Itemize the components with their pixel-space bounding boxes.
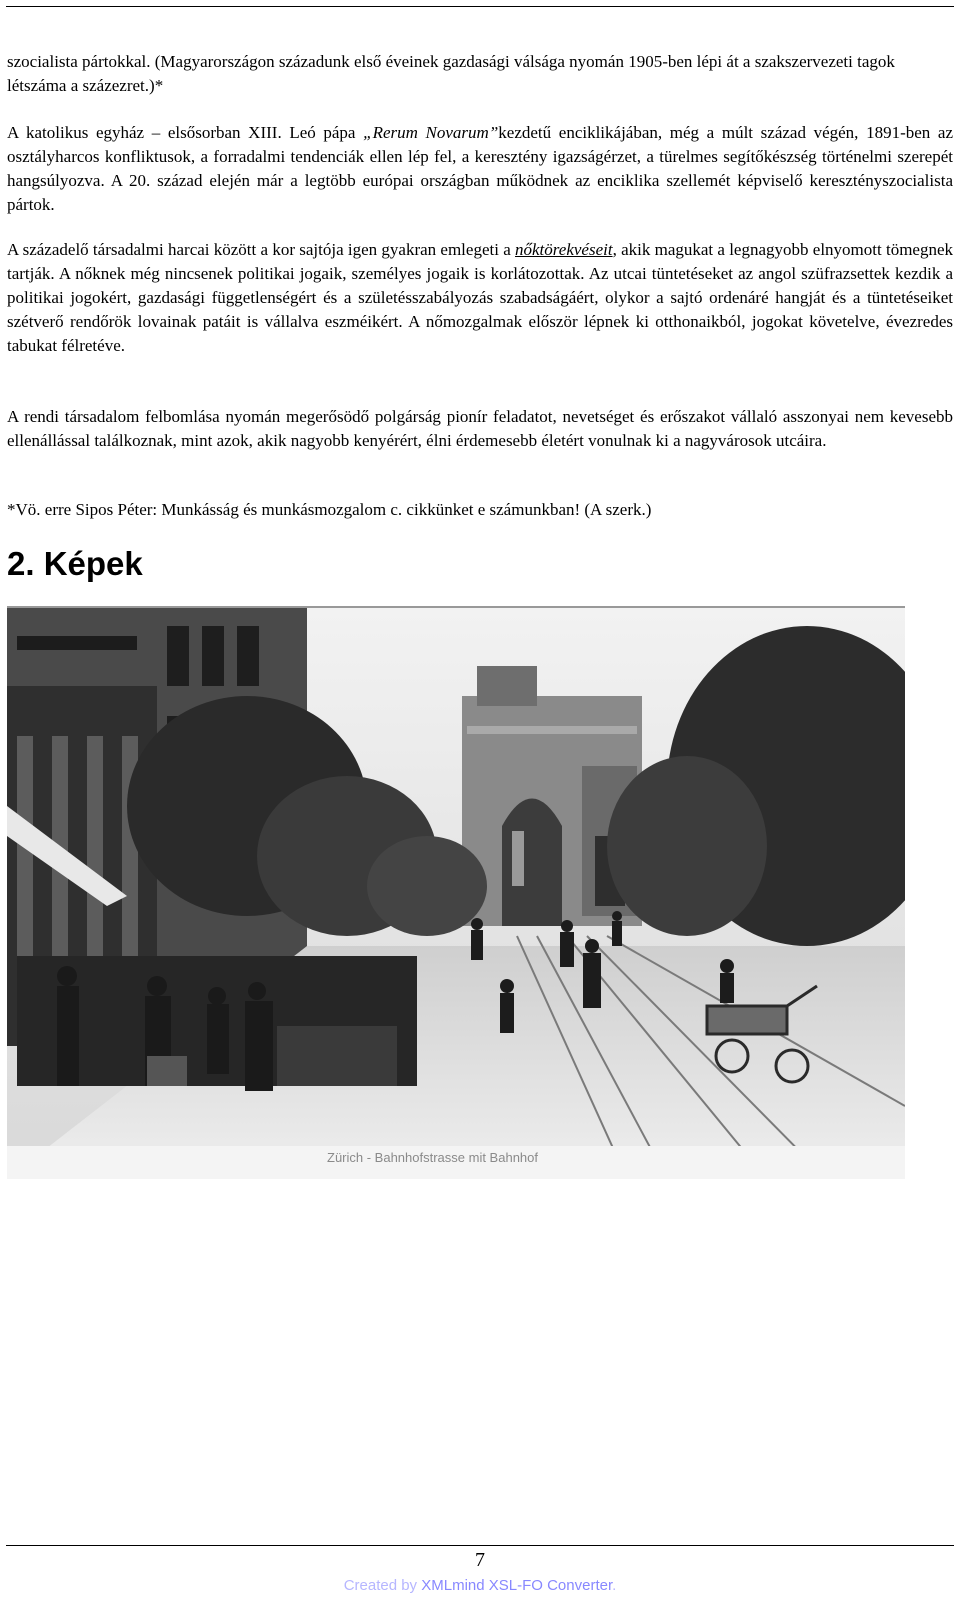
paragraph-2-rest: kezdetű enciklikájában, még a múlt század végén, 1891-ben az osztályharcos konfliktusok, a forradalmi tendenciák ellen lép fel, a keresztény igazságérzet, a türelmes segítőkészség történelmi szerepét hangsúlyozva. A 20. század elején már a legtöbb európai országban működnek az enciklika szellemét képviselő keresztényszocialista pártok. [7,123,954,214]
footer [0,1577,960,1594]
footnote [7,498,953,522]
bottom-rule [6,1545,954,1546]
section-heading: 2. Képek [7,545,143,582]
photo-caption: Zürich - Bahnhofstrasse mit Bahnhof [327,1150,538,1165]
historic-street-photo [7,606,905,1179]
paragraph-3-text [7,238,953,358]
footer-suffix: . [612,1577,617,1594]
street-photo-drawing [7,606,905,1179]
paragraph-1 [7,50,953,98]
emphasized-term: nőktörekvéseit [515,240,613,259]
converter-link[interactable]: XMLmind XSL-FO Converter [421,1577,613,1594]
paragraph-1-text: szocialista pártokkal. (Magyarországon századunk első éveinek gazdasági válsága nyomán 1905-ben lépi át a szakszervezeti tagok létszáma a százezret.)* [7,52,895,95]
top-rule [6,6,954,7]
encyclical-title: „Rerum Novarum” [363,123,499,142]
footer-prefix: Created by [343,1577,422,1594]
paragraph-2 [7,121,953,217]
footnote-text: *Vö. erre Sipos Péter: Munkásság és munkásmozgalom c. cikkünket e számunkban! (A szerk.) [7,500,652,519]
page-number: 7 [475,1549,485,1571]
market-crowd [17,956,417,1091]
paragraph-4 [7,405,953,453]
paragraph-2-text [7,121,953,217]
station-building [462,666,642,926]
paragraph-3-start: A századelő társadalmi harcai között a kor sajtója igen gyakran emlegeti a [7,240,516,259]
paragraph-3-rest: , akik magukat a legnagyobb elnyomott tömegnek tartják. A nőknek még nincsenek politikai jogaik, személyes jogaik is korlátozottak. Az utcai tüntetéseket az angol szüfrazsettek kezdik a politikai jogokért, gazdasági függetlenségért és a születésszabályozás szabadságáért, olykor a sajtó ordenáré hangját és a tüntetéseiket szétverő rendőrök lovainak patáit is vállalva eszméikért. A nőmozgalmak először lépnek ki otthonaikból, jogokat követelve, évezredes tabukat félretéve. [7,240,954,355]
paragraph-3 [7,238,953,358]
paragraph-2-start: A katolikus egyház – elsősorban XIII. Leó pápa [7,123,364,142]
paragraph-4-text: A rendi társadalom felbomlása nyomán megerősödő polgárság pionír feladatot, nevetséget és erőszakot vállaló asszonyai nem kevesebb ellenállással találkoznak, mint azok, akik nagyobb kenyérért, élni érdemesebb életért vonulnak ki a nagyvárosok utcáira. [7,407,953,450]
